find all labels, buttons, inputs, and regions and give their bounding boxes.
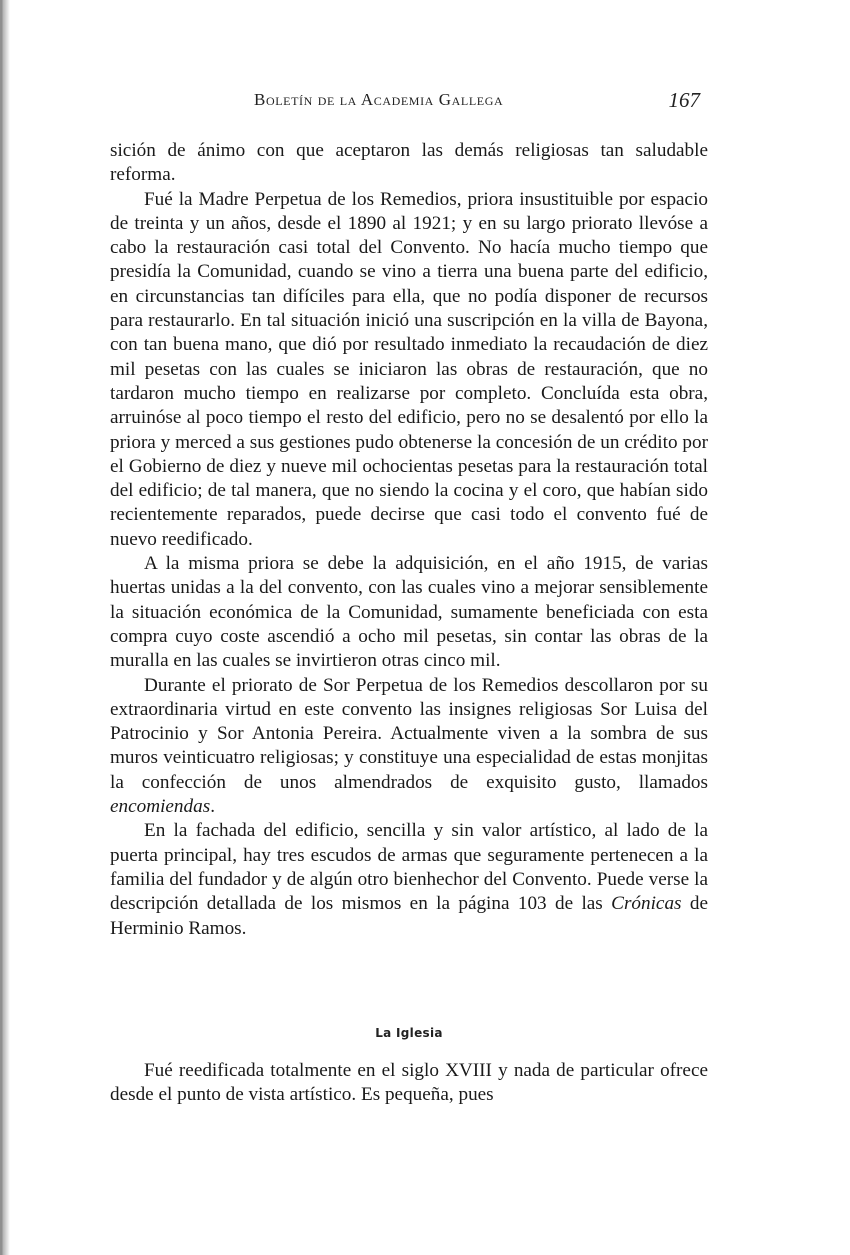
- paragraph-huertas: A la misma priora se debe la adquisición, en el año 1915, de varias huertas unidas a la del convento, con las cuales vino a mejorar sensiblemente la situación económica de la Comunidad, sumamente beneficiada con esta compra cuyo coste ascendió a ocho mil pesetas, sin contar las obras de la muralla en las cuales se invirtieron otras cinco mil.: [110, 553, 708, 672]
- section-text-block: [110, 1059, 708, 1108]
- page-header: [254, 86, 704, 116]
- text-fragment: de Herminio Ramos.: [110, 893, 708, 939]
- paragraph-continued: sición de ánimo con que aceptaron las demás religiosas tan saludable reforma.: [110, 140, 708, 186]
- main-text-block: [110, 139, 708, 941]
- paragraph-priora: Fué la Madre Perpetua de los Remedios, priora insustituible por espacio de treinta y un años, desde el 1890 al 1921; y en su largo priorato llevóse a cabo la restauración casi total del Convento. No hacía mucho tiempo que presidía la Comunidad, cuando se vino a tierra una buena parte del edificio, en circunstancias tan difíciles para ella, que no podía disponer de recursos para restaurarlo. En tal situación inició una suscripción en la villa de Bayona, con tan buena mano, que dió por resultado inmediato la recaudación de diez mil pesetas con las cuales se iniciaron las obras de restauración, que no tardaron mucho tiempo en realizarse por completo. Concluída esta obra, arruinóse al poco tiempo el resto del edificio, pero no se desalentó por ello la priora y merced a sus gestiones pudo obtenerse la concesión de un crédito por el Gobierno de diez y nueve mil ochocientas pesetas para la restauración total del edificio; de tal manera, que no siendo la cocina y el coro, que habían sido recientemente reparados, puede decirse que casi todo el convento fué de nuevo reedificado.: [110, 188, 708, 550]
- running-title: Boletín de la Academia Gallega: [254, 90, 504, 109]
- paragraph-fachada: [110, 819, 708, 940]
- text-fragment: Durante el priorato de Sor Perpetua de los Remedios descollaron por su extraordinaria virtud en este convento las insignes religiosas Sor Luisa del Patrocinio y Sor Antonia Pereira. Actualmente viven a la sombra de sus muros veinticuatro religiosas; y constituye una especialidad de estas monjitas la confección de unos almendrados de exquisito gusto, llamados: [110, 674, 708, 793]
- paragraph-virtud: [110, 674, 708, 820]
- page-number: 167: [668, 88, 700, 112]
- page-edge-shadow: [0, 0, 10, 1255]
- section-heading: La Iglesia: [375, 1026, 443, 1040]
- italic-term: encomiendas: [110, 796, 211, 818]
- italic-title: Crónicas: [611, 893, 682, 915]
- text-fragment: .: [210, 796, 215, 818]
- text-fragment: En la fachada del edificio, sencilla y sin valor artístico, al lado de la puerta principal, hay tres escudos de armas que seguramente pertenecen a la familia del fundador y de algún otro bienhechor del Convento. Puede verse la descripción detallada de los mismos en la página 103 de las: [110, 820, 708, 915]
- paragraph-iglesia: Fué reedificada totalmente en el siglo XVIII y nada de particular ofrece desde el punto de vista artístico. Es pequeña, pues: [110, 1060, 708, 1106]
